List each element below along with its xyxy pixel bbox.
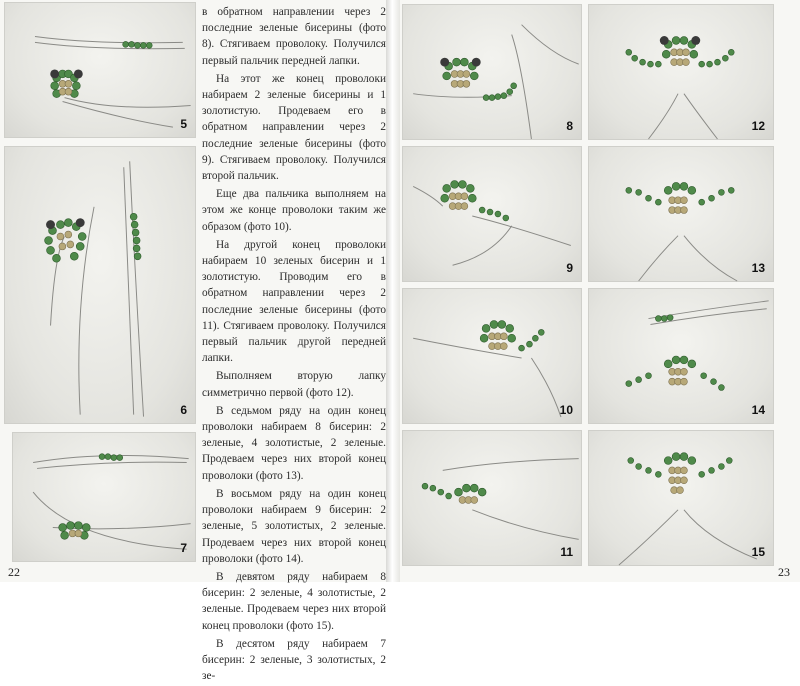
page-number: 22 — [8, 565, 20, 579]
photo-number: 13 — [751, 261, 765, 275]
photo-12 — [588, 4, 774, 140]
photo-number: 6 — [180, 403, 187, 417]
paragraph: В десятом ряду набираем 7 бисерин: 2 зеленые, 3 золотистых, 2 зе- — [202, 637, 386, 683]
photo-number: 7 — [180, 541, 187, 555]
paragraph: В восьмом ряду на один конец проволоки набираем 9 бисерин: 2 зеленые, 5 золотистых, 2 зеленые. Продеваем через них второй конец проволоки (фото 14). — [202, 487, 386, 565]
photo-number: 11 — [560, 545, 573, 559]
paragraph: На другой конец проволоки набираем 10 зеленых бисерин и 1 золотистую. Проводим его в обратном направлении через 2 последние зеленые бисерины (фото 11). Стягиваем проволоку. Получился первый пальчик другой передней лапки. — [202, 238, 386, 365]
photo-number: 14 — [751, 403, 765, 417]
beadwork-illustration — [589, 5, 773, 139]
left-page — [0, 0, 386, 683]
beadwork-illustration — [403, 289, 581, 423]
paragraph: Еще два пальчика выполняем на этом же конце проволоки таким же образом (фото 10). — [202, 188, 386, 233]
paragraph: На этот же конец проволоки набираем 2 зеленые бисерины и 1 золотистую. Продеваем его в обратном направлении через 2 последние зеленые бисерины (фото 9). Стягиваем проволоку. Получился второй пальчик. — [202, 72, 386, 183]
beadwork-illustration — [13, 433, 195, 561]
beadwork-illustration — [403, 147, 581, 281]
photo-9 — [402, 146, 582, 282]
photo-8 — [402, 4, 582, 140]
book-gutter — [386, 0, 400, 582]
photo-number: 15 — [751, 545, 765, 559]
photo-number: 5 — [180, 117, 187, 131]
instruction-text — [202, 4, 386, 686]
beadwork-illustration — [589, 147, 773, 281]
photo-15 — [588, 430, 774, 566]
photo-number: 9 — [566, 261, 573, 275]
photo-10 — [402, 288, 582, 424]
beadwork-illustration — [589, 289, 773, 423]
paragraph: В седьмом ряду на один конец проволоки набираем 8 бисерин: 2 зеленые, 4 золотистые, 2 зеленые. Продеваем через них второй конец проволоки (фото 13). — [202, 404, 386, 482]
paragraph: Выполняем вторую лапку симметрично первой (фото 12). — [202, 370, 386, 399]
paragraph: в обратном направлении через 2 последние зеленые бисерины (фото 8). Стягиваем проволоку. Получился первый пальчик передней лапки. — [202, 6, 386, 67]
photo-11 — [402, 430, 582, 566]
paragraph: В девятом ряду набираем 8 бисерин: 2 зеленые, 4 золотистые, 2 зеленые. Продеваем через них второй конец проволоки (фото 15). — [202, 570, 386, 632]
photo-number: 8 — [566, 119, 573, 133]
photo-14 — [588, 288, 774, 424]
photo-13 — [588, 146, 774, 282]
right-page — [400, 0, 800, 582]
page-number: 23 — [778, 565, 790, 579]
beadwork-illustration — [403, 431, 581, 565]
photo-number: 10 — [559, 403, 573, 417]
photo-6 — [4, 146, 196, 424]
beadwork-illustration — [403, 5, 581, 139]
beadwork-illustration — [589, 431, 773, 565]
beadwork-illustration — [5, 3, 195, 137]
photo-5 — [4, 2, 196, 138]
beadwork-illustration — [5, 147, 195, 423]
photo-number: 12 — [751, 119, 765, 133]
photo-7 — [12, 432, 196, 562]
